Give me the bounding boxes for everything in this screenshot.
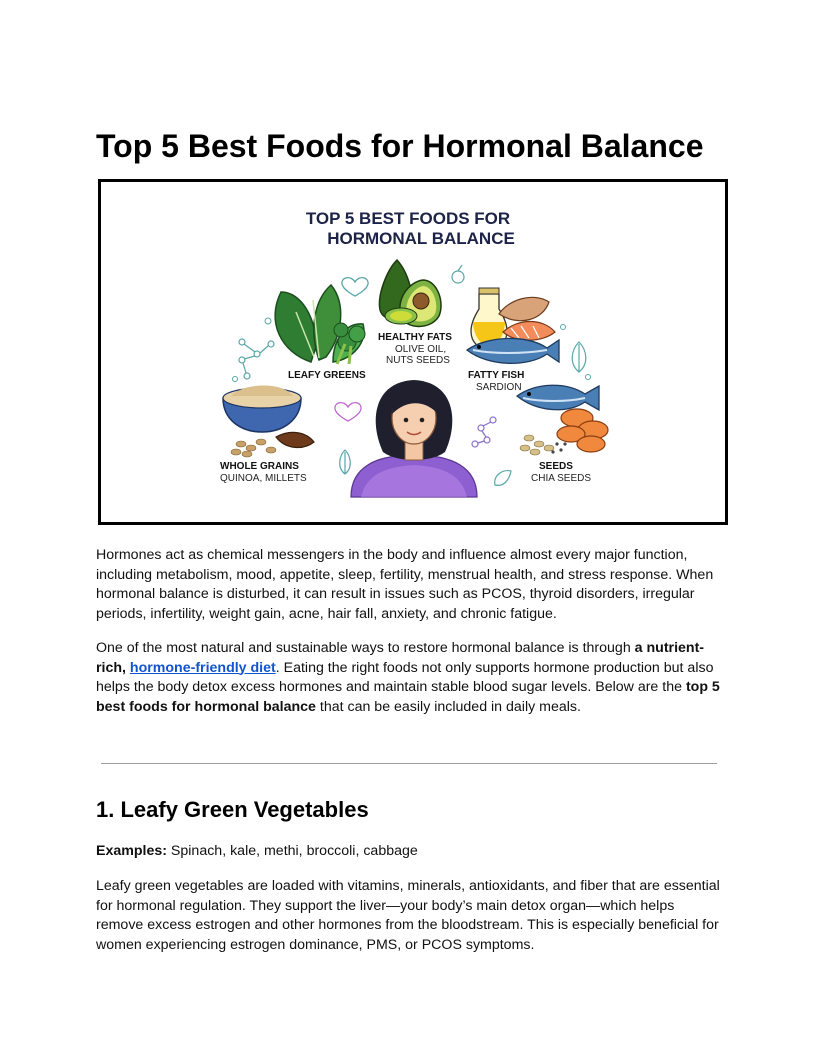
infographic-title-line2: HORMONAL BALANCE — [327, 229, 515, 248]
seeds-label: SEEDS — [539, 461, 573, 472]
intro-p2-text-a: One of the most natural and sustainable ways to restore hormonal balance is through — [96, 640, 635, 656]
seeds-illustration — [520, 409, 608, 455]
seeds-sub: CHIA SEEDS — [531, 473, 592, 484]
intro-p2-bold-d: top 5 best foods for hormonal balance — [96, 679, 720, 715]
infographic-title-line1: TOP 5 BEST FOODS FOR — [305, 209, 511, 228]
infographic-image — [98, 179, 728, 525]
intro-paragraph-1: Hormones act as chemical messengers in the body and influence almost every major function, including metabolism, mood, appetite, sleep, fertility, menstrual health, and stress response. When hormonal balance is disturbed, it can result in issues such as PCOS, thyroid disorders, irregular periods, infertility, weight gain, acne, hair fall, anxiety, and chronic fatigue. — [96, 547, 714, 622]
molecule-icon — [239, 339, 274, 379]
examples-text: Spinach, kale, methi, broccoli, cabbage — [166, 843, 418, 859]
molecule-icon — [472, 417, 496, 447]
intro-p2-text-e: that can be easily included in daily meals. — [315, 698, 581, 715]
leafy-greens-illustration — [275, 285, 365, 364]
avocado-illustration — [379, 260, 441, 327]
intro-p2-bold-a: a nutrient-rich, — [96, 640, 705, 676]
heart-outline-icon — [335, 403, 361, 421]
fatty-fish-label: FATTY FISH — [468, 370, 525, 381]
section1-body: Leafy green vegetables are loaded with vitamins, minerals, antioxidants, and fiber that are essential for hormonal regulation. They support the liver—your body’s main detox organ—which helps remove excess estrogen and other hormones from the bloodstream. This is especially beneficial for women experiencing estrogen dominance, PMS, or PCOS symptoms. — [96, 878, 720, 953]
woman-illustration — [351, 380, 477, 497]
healthy-fats-label: HEALTHY FATS — [378, 332, 452, 343]
healthy-fats-sub-line2: NUTS SEEDS — [386, 355, 450, 366]
whole-grains-label: WHOLE GRAINS — [220, 461, 299, 472]
examples-line — [96, 842, 724, 862]
heart-outline-icon — [342, 278, 368, 296]
hormone-friendly-diet-link[interactable]: hormone-friendly diet — [129, 659, 276, 676]
leafy-greens-label: LEAFY GREENS — [288, 370, 366, 381]
whole-grains-sub: QUINOA, MILLETS — [220, 473, 307, 484]
healthy-fats-sub-line1: OLIVE OIL, — [395, 344, 447, 355]
examples-label: Examples: — [96, 843, 167, 859]
section-divider — [101, 763, 717, 764]
section-heading-leafy-greens: 1. Leafy Green Vegetables — [96, 797, 369, 822]
page-title: Top 5 Best Foods for Hormonal Balance — [96, 128, 704, 164]
intro-paragraph-2 — [96, 639, 724, 717]
fatty-fish-sub: SARDION — [476, 382, 522, 393]
fruit-outline-icon — [452, 265, 464, 283]
intro-p2-text-c: . Eating the right foods not only supports hormone production but also helps the body detox excess hormones and maintain stable blood sugar levels. Below are the — [96, 659, 714, 695]
whole-grains-illustration — [223, 385, 314, 457]
